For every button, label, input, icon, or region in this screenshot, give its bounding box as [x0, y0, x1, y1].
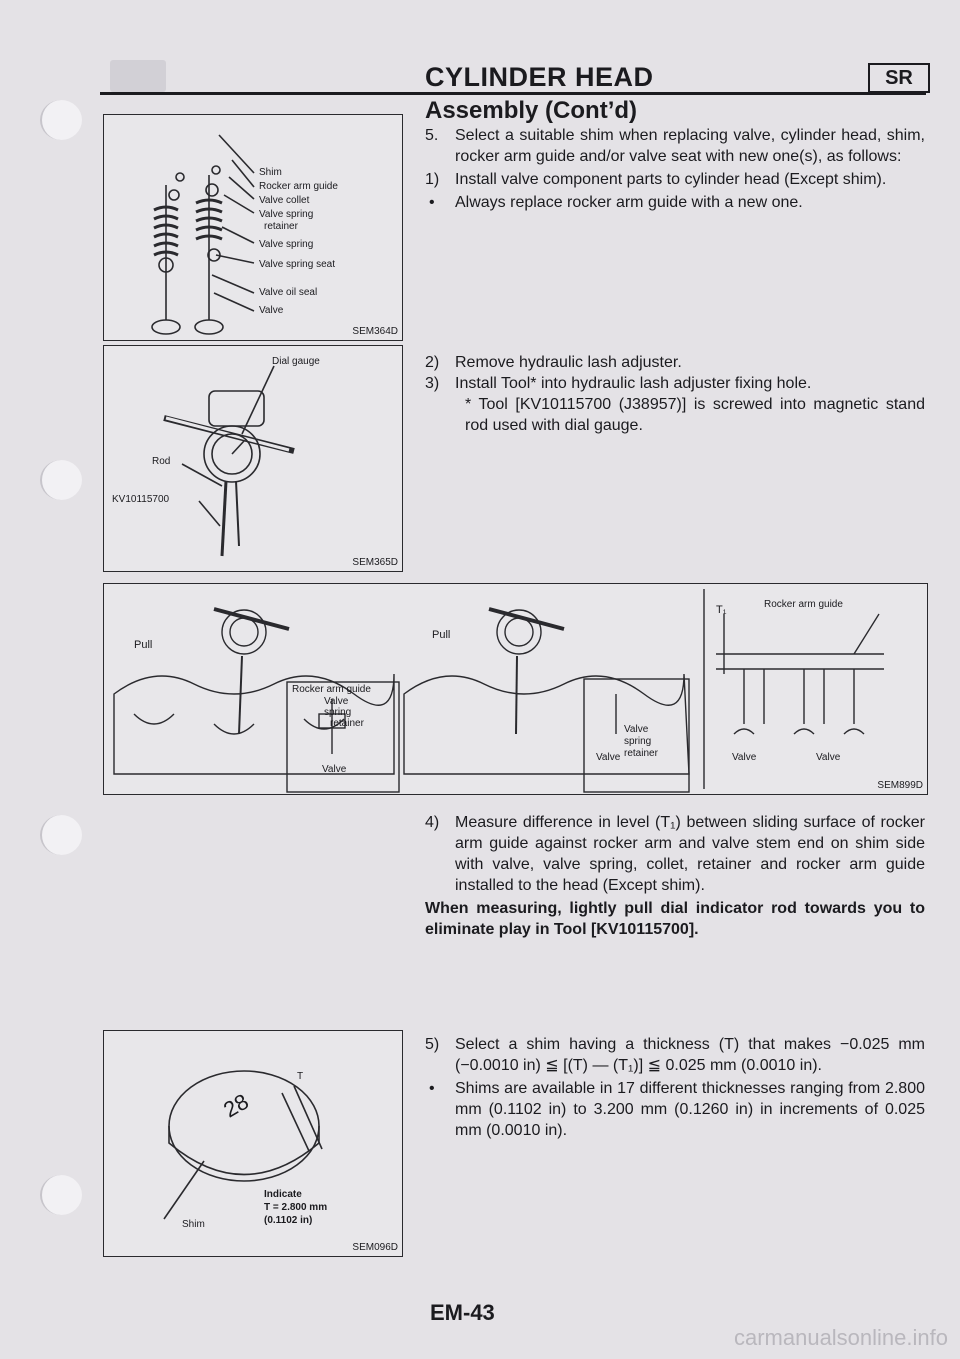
binder-hole [40, 460, 82, 500]
step-number: 3) [425, 375, 440, 392]
page-number: EM-43 [430, 1300, 495, 1325]
step-number: 5. [425, 127, 439, 144]
label-t-value: T = 2.800 mm [264, 1202, 328, 1213]
label-dial-gauge: Dial gauge [272, 356, 320, 367]
substep-number: 1) [425, 171, 440, 188]
step-number: 5) [425, 1036, 440, 1053]
shim-thickness-mark: 28 [219, 1088, 253, 1123]
label-retainer-middle: retainer [624, 748, 658, 759]
label-valve-inset: Valve [322, 764, 347, 775]
engine-badge: SR [868, 63, 930, 93]
label-valve-spring: Valve spring [259, 239, 314, 250]
step-text: Measure difference in level (T₁) between sliding surface of rocker arm guide against rocker arm and valve stem end on shim side with valve, valve spring, collet, retainer and rocker arm guide installed to the head (Except shim). [455, 814, 925, 894]
figure-code: SEM365D [352, 557, 398, 568]
label-valve-right-b: Valve [816, 752, 841, 763]
label-valve-oil-seal: Valve oil seal [259, 287, 318, 298]
figure-dial-gauge [103, 345, 403, 572]
label-valve-middle: Valve [624, 724, 649, 735]
step-text: Install Tool* into hydraulic lash adjuster fixing hole. [455, 375, 812, 392]
bullet-marker: • [429, 194, 435, 211]
page-header-title: CYLINDER HEAD [425, 62, 654, 92]
substep-text: Install valve component parts to cylinder head (Except shim). [455, 171, 887, 188]
valve-components-illustration [104, 115, 402, 340]
label-valve-collet: Valve collet [259, 195, 310, 206]
binder-hole [40, 1175, 82, 1215]
step-text: Select a shim having a thickness (T) that makes −0.025 mm (−0.0010 in) ≦ [(T) — (T₁)] ≦ 0.025 mm (0.0010 in). [455, 1036, 925, 1074]
label-rod: Rod [152, 456, 171, 467]
label-pull-right: Pull [432, 629, 451, 641]
tool-note: * Tool [KV10115700 (J38957)] is screwed into magnetic stand rod used with dial gauge. [465, 396, 925, 434]
label-retainer: retainer [264, 221, 298, 232]
header-ghost-box [110, 60, 166, 92]
step-text: Remove hydraulic lash adjuster. [455, 354, 682, 371]
shim-illustration [104, 1031, 402, 1256]
bullet-marker: • [429, 1080, 435, 1097]
label-indicate: Indicate [264, 1189, 302, 1200]
warning-text: When measuring, lightly pull dial indicator rod towards you to eliminate play in Tool [KV10115700]. [425, 900, 925, 938]
figure-code: SEM899D [877, 780, 923, 791]
bullet-text: Shims are available in 17 different thicknesses ranging from 2.800 mm (0.1102 in) to 3.200 mm (0.1260 in) in increments of 0.025 mm (0.0010 in). [455, 1080, 925, 1139]
label-valve-right-a: Valve [732, 752, 757, 763]
header-rule [100, 92, 926, 95]
label-valve-spring-seat: Valve spring seat [259, 259, 335, 270]
figure-code: SEM096D [352, 1242, 398, 1253]
label-spring-middle: spring [624, 736, 652, 747]
step-number: 2) [425, 354, 440, 371]
label-rocker-arm-guide-inset: Rocker arm guide [292, 684, 371, 695]
label-shim: Shim [259, 167, 282, 178]
label-rocker-arm-guide-right: Rocker arm guide [764, 599, 843, 610]
label-valve-bottom-middle: Valve [596, 752, 621, 763]
figure-valve-components [103, 114, 403, 341]
label-valve-spring-inset: Valve [324, 696, 349, 707]
step-number: 4) [425, 814, 440, 831]
binder-hole [40, 815, 82, 855]
figure-code: SEM364D [352, 326, 398, 337]
step-5b-block [425, 1034, 925, 1141]
label-t: T [297, 1071, 304, 1082]
label-t1: T₁ [716, 604, 727, 616]
figure-shim [103, 1030, 403, 1257]
step-text: Select a suitable shim when replacing valve, cylinder head, shim, rocker arm guide and/or valve seat with new one(s), as follows: [455, 127, 925, 165]
step-5-block [425, 125, 925, 213]
binder-hole [40, 100, 82, 140]
section-title: Assembly (Cont’d) [425, 97, 638, 124]
step-4-block [425, 812, 925, 940]
label-valve: Valve [259, 305, 284, 316]
label-t-inch: (0.1102 in) [264, 1215, 313, 1226]
watermark: carmanualsonline.info [733, 1325, 948, 1350]
bullet-text: Always replace rocker arm guide with a new one. [455, 194, 803, 211]
label-spring-inset: spring [324, 707, 352, 718]
label-tool-number: KV10115700 [112, 494, 170, 505]
figure-measurement-setup [103, 583, 928, 795]
label-retainer-inset: retainer [330, 718, 364, 729]
label-pull-left: Pull [134, 639, 153, 651]
step-2-3-block [425, 352, 925, 436]
dial-gauge-illustration [104, 346, 402, 571]
label-rocker-arm-guide: Rocker arm guide [259, 181, 338, 192]
label-shim: Shim [182, 1219, 205, 1230]
label-valve-spring-retainer: Valve spring [259, 209, 314, 220]
measurement-setup-illustration [104, 584, 927, 794]
